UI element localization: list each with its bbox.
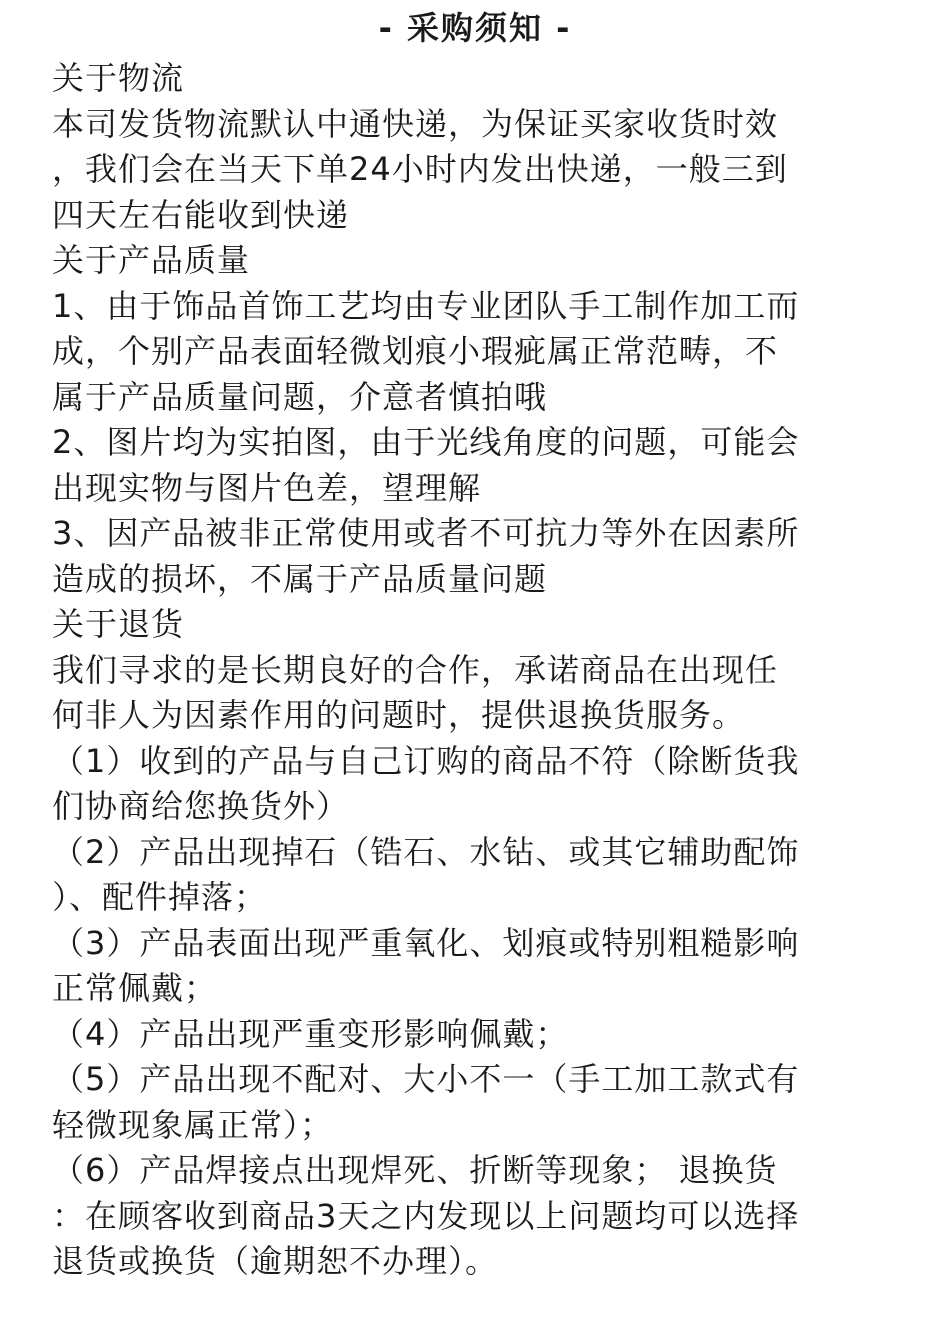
section-heading-logistics: 关于物流 [52,59,185,97]
text-line: （3）产品表面出现严重氧化、划痕或特别粗糙影响 [52,923,800,962]
text-line: 退货或换货（逾期恕不办理）。 [52,1242,499,1280]
text-line: ：在顾客收到商品3天之内发现以上问题均可以选择 [52,1196,800,1235]
text-line: （5）产品出现不配对、大小不一（手工加工款式有 [52,1060,800,1098]
text-line: ，我们会在当天下单24小时内发出快递，一般三到 [52,150,788,188]
text-line: 3、因产品被非正常使用或者不可抗力等外在因素所 [52,514,800,552]
text-line: 轻微现象属正常）； [52,1105,334,1144]
section-heading-quality: 关于产品质量 [52,241,251,279]
section-heading-returns: 关于退货 [52,605,185,643]
text-line: 正常佩戴； [52,969,218,1007]
text-line: 2、图片均为实拍图，由于光线角度的问题，可能会 [52,423,800,461]
text-line: 出现实物与图片色差，望理解 [52,468,482,507]
text-line: 成，个别产品表面轻微划痕小瑕疵属正常范畴，不 [52,332,779,370]
text-line: （6）产品焊接点出现焊死、折断等现象； 退换货 [52,1151,778,1189]
text-line: 本司发货物流默认中通快递，为保证买家收货时效 [52,104,779,143]
text-line: （4）产品出现严重变形影响佩戴； [52,1014,569,1053]
text-line: 何非人为因素作用的问题时，提供退换货服务。 [52,696,746,734]
notice-body [52,56,920,1285]
page-title: - 采购须知 - [378,9,572,47]
text-line: 们协商给您换货外） [52,787,350,825]
text-line: ）、配件掉落； [52,878,268,916]
text-line: 造成的损坏，不属于产品质量问题 [52,559,548,598]
text-line: （1）收到的产品与自己订购的商品不符（除断货我 [52,741,800,780]
text-line: （2）产品出现掉石（锆石、水钻、或其它辅助配饰 [52,832,800,871]
text-line: 我们寻求的是长期良好的合作，承诺商品在出现任 [52,650,779,689]
text-line: 1、由于饰品首饰工艺均由专业团队手工制作加工而 [52,286,800,325]
text-line: 四天左右能收到快递 [52,195,350,234]
text-line: 属于产品质量问题，介意者慎拍哦 [52,377,548,416]
